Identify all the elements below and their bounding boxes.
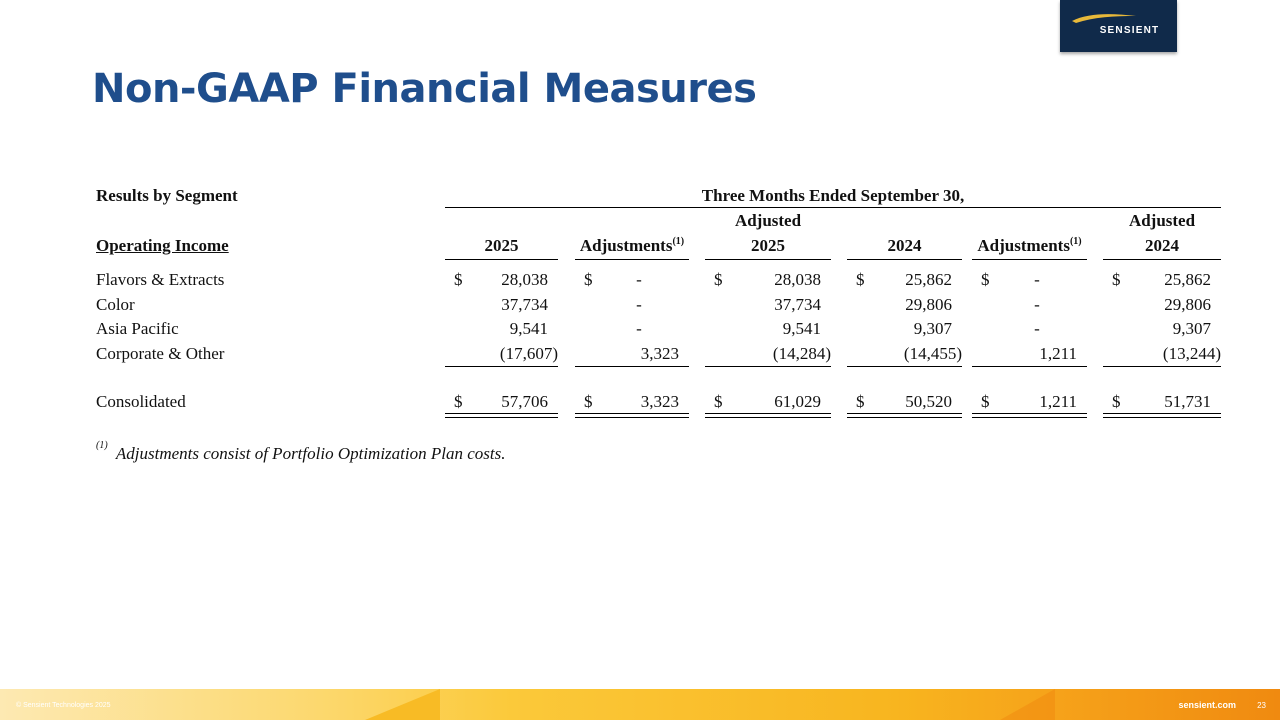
table-cell: (14,284) <box>772 344 831 363</box>
subtotal-rule <box>705 366 831 367</box>
header-rule <box>575 259 689 260</box>
subtotal-rule <box>1103 366 1221 367</box>
subtotal-rule <box>445 366 558 367</box>
table-cell: 3,323 <box>640 392 679 411</box>
currency-symbol: $ <box>584 270 593 289</box>
table-cell: (14,455) <box>903 344 962 363</box>
table-cell: (13,244) <box>1162 344 1221 363</box>
footnote-text: Adjustments consist of Portfolio Optimization Plan costs. <box>115 444 506 463</box>
total-double-rule <box>847 413 962 418</box>
currency-symbol: $ <box>1112 270 1121 289</box>
currency-symbol: $ <box>981 392 990 411</box>
table-cell: 25,862 <box>905 270 952 289</box>
currency-symbol: $ <box>454 270 463 289</box>
column-header: Adjustments$^{(1)}$ <box>977 236 1082 255</box>
currency-symbol: $ <box>714 270 723 289</box>
table-cell: 25,862 <box>1164 270 1211 289</box>
table-cell: 9,307 <box>1172 319 1211 338</box>
table-cell: 37,734 <box>774 295 821 314</box>
sensient-logo <box>1060 0 1177 52</box>
table-cell: 9,307 <box>913 319 952 338</box>
column-header: 2024 <box>887 236 922 255</box>
subtotal-rule <box>847 366 962 367</box>
footnote-mark: (1) <box>96 440 108 451</box>
sensient-swoosh-icon <box>1070 12 1140 26</box>
logo-wordmark: SENSIENT <box>1099 25 1160 36</box>
table-cell: (17,607) <box>499 344 558 363</box>
period-heading: Three Months Ended September 30, <box>701 186 965 205</box>
row-label: Corporate & Other <box>96 344 225 363</box>
website-link[interactable]: sensient.com <box>1178 700 1236 710</box>
table-cell: 28,038 <box>501 270 548 289</box>
currency-symbol: $ <box>856 270 865 289</box>
total-double-rule <box>972 413 1087 418</box>
column-header: Adjustments$^{(1)}$ <box>579 236 685 255</box>
footer-bar <box>0 689 1280 720</box>
total-double-rule <box>705 413 831 418</box>
segment-heading: Results by Segment <box>96 186 238 205</box>
table-cell: 1,211 <box>1039 392 1077 411</box>
period-rule <box>445 207 1221 208</box>
table-cell: 57,706 <box>501 392 548 411</box>
table-cell: 50,520 <box>905 392 952 411</box>
table-cell: 29,806 <box>905 295 952 314</box>
page-number: 23 <box>1257 701 1266 710</box>
currency-symbol: $ <box>981 270 990 289</box>
header-rule <box>705 259 831 260</box>
row-label: Flavors & Extracts <box>96 270 225 289</box>
table-cell: 1,211 <box>1039 344 1077 363</box>
column-header-top: Adjusted <box>1128 211 1196 230</box>
table-cell: - <box>1034 270 1040 289</box>
footnote <box>96 440 506 464</box>
column-header: 2024 <box>1145 236 1179 255</box>
table-cell: 9,541 <box>509 319 548 338</box>
row-label: Color <box>96 295 135 314</box>
currency-symbol: $ <box>584 392 593 411</box>
table-cell: - <box>1034 295 1040 314</box>
total-double-rule <box>445 413 558 418</box>
currency-symbol: $ <box>1112 392 1121 411</box>
table-cell: - <box>636 270 642 289</box>
operating-income-heading: Operating Income <box>96 236 229 255</box>
column-header-top: Adjusted <box>734 211 802 230</box>
table-cell: - <box>1034 319 1040 338</box>
table-cell: 28,038 <box>774 270 821 289</box>
column-header: 2025 <box>751 236 785 255</box>
table-cell: 37,734 <box>501 295 548 314</box>
subtotal-rule <box>575 366 689 367</box>
table-cell: - <box>636 319 642 338</box>
row-label: Consolidated <box>96 392 186 411</box>
total-double-rule <box>575 413 689 418</box>
header-rule <box>1103 259 1221 260</box>
table-cell: 51,731 <box>1164 392 1211 411</box>
header-rule <box>445 259 558 260</box>
total-double-rule <box>1103 413 1221 418</box>
column-header: 2025 <box>484 236 519 255</box>
page-title: Non-GAAP Financial Measures <box>92 66 757 112</box>
row-label: Asia Pacific <box>96 319 179 338</box>
table-cell: 29,806 <box>1164 295 1211 314</box>
currency-symbol: $ <box>454 392 463 411</box>
subtotal-rule <box>972 366 1087 367</box>
header-rule <box>972 259 1087 260</box>
table-cell: - <box>636 295 642 314</box>
currency-symbol: $ <box>856 392 865 411</box>
currency-symbol: $ <box>714 392 723 411</box>
table-cell: 3,323 <box>640 344 679 363</box>
table-cell: 61,029 <box>774 392 821 411</box>
header-rule <box>847 259 962 260</box>
copyright-text: © Sensient Technologies 2025 <box>16 702 111 709</box>
table-cell: 9,541 <box>782 319 821 338</box>
